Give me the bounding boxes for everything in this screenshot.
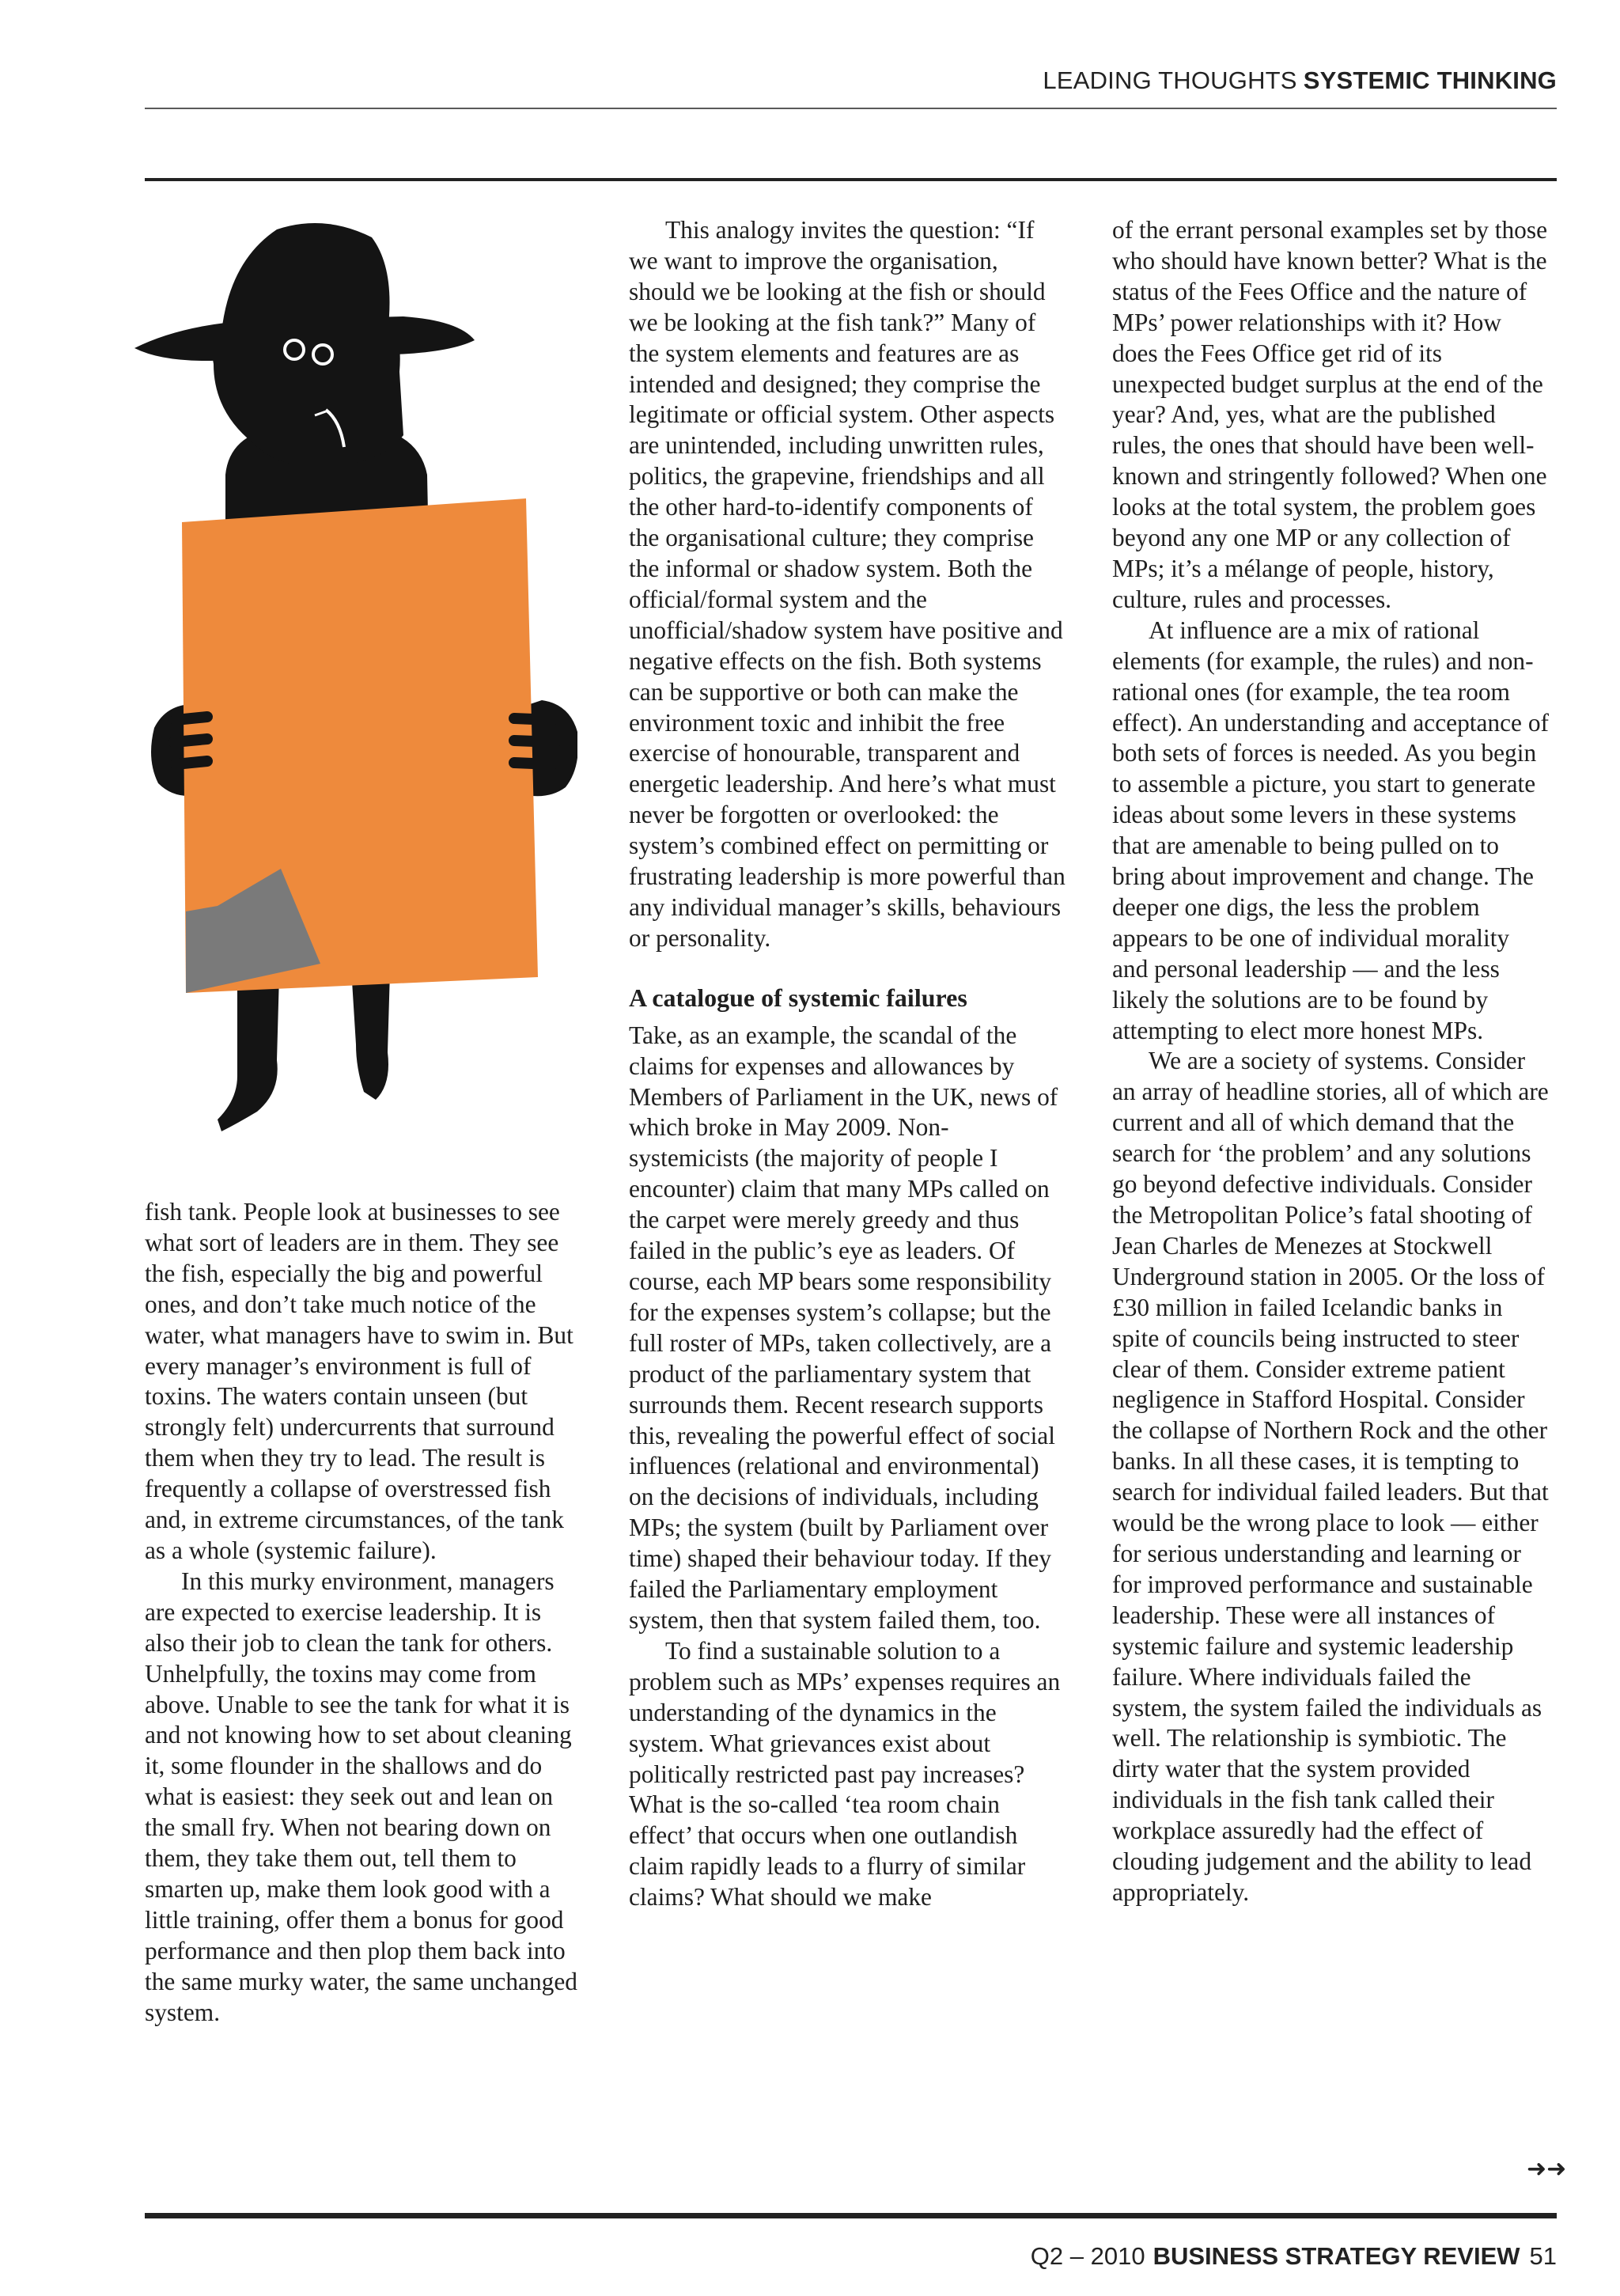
topic-label: SYSTEMIC THINKING xyxy=(1303,66,1557,94)
header-rule xyxy=(145,108,1557,109)
column2-paragraph-1: This analogy invites the question: “If we want to improve the organisation, should we be looking at the fish or should we be looking at the fish tank?” Many of the system elements and features are as intended and designed; they comprise the legitimate or official system. Other aspects are unintended, including unwritten rules, politics, the grapevine, friendships and all the other hard-to-identify components of the organisational culture; they comprise the informal or shadow system. Both the official/formal system and the unofficial/shadow system have positive and negative effects on the fish. Both systems can be supportive or both can make the environment toxic and inhibit the free exercise of honourable, transparent and energetic leadership. And here’s what must never be forgotten or overlooked: the system’s combined effect on permitting or frustrating leadership is more powerful than any individual manager’s skills, behaviours or personality. xyxy=(629,216,1065,952)
column3-paragraph-3: We are a society of systems. Consider an array of headline stories, all of which are current and all of which demand that the search for ‘the problem’ and any solutions go beyond defective individuals. Consider the Metropolitan Police’s fatal shooting of Jean Charles de Menezes at Stockwell Underground station in 2005. Or the loss of £30 million in failed Icelandic banks in spite of councils being instructed to steer clear of them. Consider extreme patient negligence in Stafford Hospital. Consider the collapse of Northern Rock and the other banks. In all these cases, it is tempting to search for individual failed leaders. But that would be the wrong place to look — either for serious understanding and learning or for improved performance and sustainable leadership. These were all instances of systemic failure and systemic leadership failure. Where individuals failed the system, the system failed the individuals as well. The relationship is symbiotic. The dirty water that the system provided individuals in the fish tank called their workplace assuredly had the effect of clouding judgement and the ability to lead appropriately. xyxy=(1112,1047,1549,1906)
column-2 xyxy=(629,215,1065,1913)
column1-paragraph-2: In this murky environment, managers are expected to exercise leadership. It is also their job to clean the tank for others. Unhelpfully, the toxins may come from above. Unable to see the tank for what it is and not knowing how to set about cleaning it, some flounder in the shallows and do what is easiest: they seek out and lean on the small fry. When not bearing down on them, they take them out, tell them to smarten up, make them look good with a little training, offer them a bonus for good performance and then plop them back into the same murky water, the same unchanged system. xyxy=(145,1567,578,2026)
section-heading: A catalogue of systemic failures xyxy=(629,983,967,1012)
section-label: LEADING THOUGHTS xyxy=(1043,66,1297,94)
column-3 xyxy=(1112,215,1549,1908)
column3-paragraph-1: of the errant personal examples set by those who should have known better? What is the status of the Fees Office and the nature of MPs’ power relationships with it? How does the Fees Office get rid of its unexpected budget surplus at the end of the year? And, yes, what are the published rules, the ones that should have been well-known and stringently followed? When one looks at the total system, the problem goes beyond any one MP or any collection of MPs; it’s a mélange of people, history, culture, rules and processes. xyxy=(1112,216,1548,613)
continue-arrow-icon: ➜➜ xyxy=(1527,2155,1567,2183)
top-rule xyxy=(145,178,1557,181)
column3-paragraph-2: At influence are a mix of rational elements (for example, the rules) and non-rational ones (for example, the tea room effect). An understanding and acceptance of both sets of forces is needed. As you begin to assemble a picture, you start to generate ideas about some levers in these systems that are amenable to being pulled on to bring about improvement and change. The deeper one digs, the less the problem appears to be one of individual morality and personal leadership — and the less likely the solutions are to be found by attempting to elect more honest MPs. xyxy=(1112,616,1549,1044)
column-1 xyxy=(145,1197,581,2028)
magazine-name: BUSINESS STRATEGY REVIEW xyxy=(1153,2242,1520,2270)
footer-rule xyxy=(145,2213,1557,2218)
hat-crown xyxy=(221,223,390,332)
issue-date: Q2 – 2010 xyxy=(1030,2242,1145,2270)
running-head xyxy=(1043,66,1557,95)
page-number: 51 xyxy=(1529,2242,1557,2270)
column2-paragraph-3: To find a sustainable solution to a problem such as MPs’ expenses requires an understanding of the dynamics in the system. What grievances exist about politically restricted past pay increases? What is the so-called ‘tea room chain effect’ that occurs when one outlandish claim rapidly leads to a flurry of similar claims? What should we make xyxy=(629,1636,1061,1911)
column1-paragraph-1: fish tank. People look at businesses to see what sort of leaders are in them. They see the fish, especially the big and powerful ones, and don’t take much notice of the water, what managers have to swim in. But every manager’s environment is full of toxins. The waters contain unseen (but strongly felt) undercurrents that surround them when they try to lead. The result is frequently a collapse of overstressed fish and, in extreme circumstances, of the tank as a whole (systemic failure). xyxy=(145,1198,573,1564)
column2-paragraph-2: Take, as an example, the scandal of the claims for expenses and allowances by Members of Parliament in the UK, news of which broke in May 2009. Non-systemicists (the majority of people I encounter) claim that many MPs called on the carpet were merely greedy and thus failed in the public’s eye as leaders. Of course, each MP bears some responsibility for the expenses system’s collapse; but the full roster of MPs, taken collectively, are a product of the parliamentary system that surrounds them. Recent research supports this, revealing the powerful effect of social influences (relational and environmental) on the decisions of individuals, including MPs; the system (built by Parliament over time) shaped their behaviour today. If they failed the Parliamentary employment system, then that system failed them, too. xyxy=(629,1021,1058,1634)
page-footer xyxy=(1031,2242,1557,2271)
illustration-man-holding-sign xyxy=(119,214,577,1171)
